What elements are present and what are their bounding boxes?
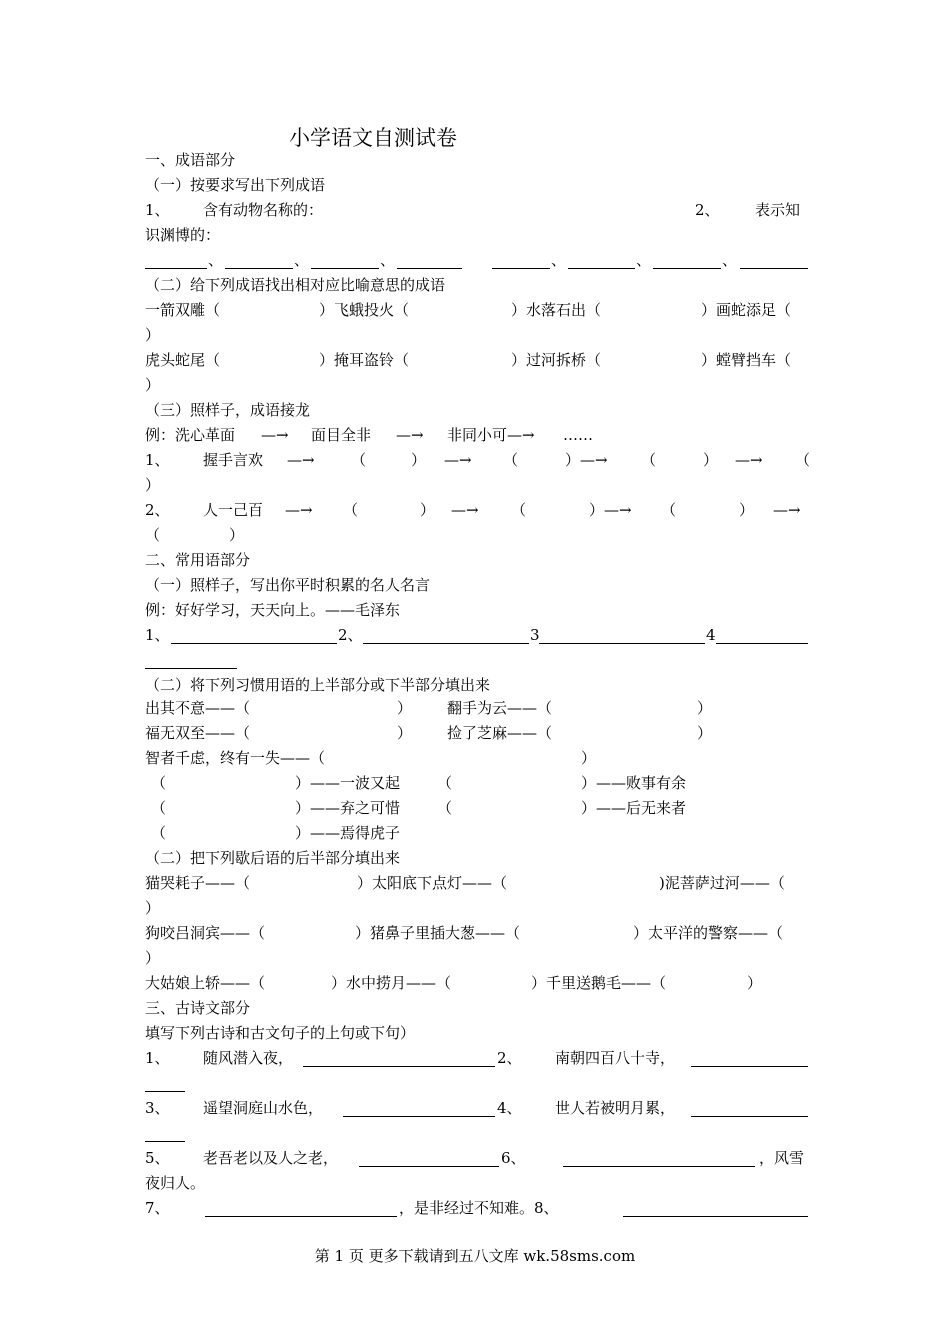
idiom-match-row: 一箭双雕（ ）飞蛾投火（ ）水落石出（ ）画蛇添足（ (145, 301, 792, 319)
subsection-heading: （一）照样子，写出你平时积累的名人名言 (145, 576, 431, 594)
phrase-row: （ ）——弃之可惜 （ ）——后无来者 (151, 799, 687, 817)
subsection-heading: （三）照样子，成语接龙 (145, 401, 311, 419)
answer-blank[interactable] (363, 643, 529, 644)
poem-question-row (145, 1121, 808, 1145)
section-heading-phrases: 二、常用语部分 (145, 551, 251, 569)
question-line: 识渊博的： (145, 226, 221, 244)
subsection-heading: （一）按要求写出下列成语 (145, 176, 326, 194)
section-heading-poetry: 三、古诗文部分 (145, 999, 251, 1017)
poem-question-row: 7、 ，是非经过不知难。8、 (145, 1196, 808, 1220)
xiehouyu-row: ） (145, 899, 161, 917)
phrase-row: 智者千虑，终有一失——（ ） (145, 749, 597, 767)
answer-blank[interactable] (171, 643, 337, 644)
page-title: 小学语文自测试卷 (289, 126, 457, 150)
subsection-heading: （二）将下列习惯用语的上半部分或下半部分填出来 (145, 676, 491, 694)
poem-question-row: 3、 遥望洞庭山水色， 4、 世人若被明月累， (145, 1096, 808, 1120)
answer-blank[interactable] (225, 268, 293, 269)
quote-blanks-line: 1、 2、 3 4 (145, 623, 808, 647)
poem-question-row (145, 1071, 808, 1095)
phrase-row: （ ）——焉得虎子 (151, 824, 401, 842)
idiom-chain-row: ） (145, 476, 161, 494)
answer-blank[interactable] (563, 1166, 755, 1167)
subsection-heading: （二）给下列成语找出相对应比喻意思的成语 (145, 276, 446, 294)
answer-blank[interactable] (145, 668, 237, 669)
example-line: 例：好好学习，天天向上。——毛泽东 (145, 601, 401, 619)
question-line: 1、 含有动物名称的： 2、 表示知 (145, 201, 801, 219)
answer-blank[interactable] (311, 268, 379, 269)
idiom-chain-row: （ ） (145, 526, 245, 544)
page-footer: 第 1 页 更多下载请到五八文库 wk.58sms.com (314, 1247, 636, 1265)
phrase-row: （ ）——一波又起 （ ）——败事有余 (151, 774, 687, 792)
xiehouyu-row: 狗咬吕洞宾——（ ）猪鼻子里插大葱——（ ）太平洋的警察——（ (145, 924, 784, 942)
example-line: 例：洗心革面 —→ 面目全非 —→ 非同小可—→ …… (145, 426, 593, 444)
answer-blank[interactable] (145, 268, 207, 269)
answer-blank[interactable] (568, 268, 635, 269)
instruction-line: 填写下列古诗和古文句子的上句或下句） (145, 1024, 416, 1042)
section-heading-idioms: 一、成语部分 (145, 151, 236, 169)
answer-blank[interactable] (145, 1091, 185, 1092)
poem-question-row: 夜归人。 (145, 1174, 206, 1192)
answer-blank[interactable] (145, 1141, 185, 1142)
phrase-row: 出其不意——（ ） 翻手为云——（ ） (145, 699, 713, 717)
answer-blank[interactable] (653, 268, 721, 269)
answer-blank[interactable] (397, 268, 462, 269)
idiom-chain-row: 1、 握手言欢 —→ （ ） —→ （ ）—→ （ ） —→ （ (145, 451, 811, 469)
answer-blanks-line: 、 、 、 、 、 、 (145, 248, 808, 272)
answer-blank[interactable] (539, 643, 705, 644)
idiom-match-row: ） (145, 376, 161, 394)
answer-blank[interactable] (716, 643, 808, 644)
answer-blank[interactable] (740, 268, 808, 269)
xiehouyu-row: ） (145, 949, 161, 967)
idiom-chain-row: 2、 人一己百 —→ （ ） —→ （ ）—→ （ ） —→ (145, 501, 801, 519)
answer-blank[interactable] (343, 1116, 495, 1117)
poem-question-row: 1、 随风潜入夜， 2、 南朝四百八十寺， (145, 1046, 808, 1070)
answer-blank[interactable] (691, 1116, 808, 1117)
answer-blank[interactable] (623, 1216, 808, 1217)
phrase-row: 福无双至——（ ） 捡了芝麻——（ ） (145, 724, 713, 742)
poem-question-row: 5、 老吾老以及人之老， 6、 ，风雪 (145, 1149, 805, 1167)
xiehouyu-row: 大姑娘上轿——（ ）水中捞月——（ ）千里送鹅毛——（ ） (145, 974, 763, 992)
answer-blank[interactable] (303, 1066, 495, 1067)
quote-blanks-line (145, 648, 808, 672)
idiom-match-row: 虎头蛇尾（ ）掩耳盗铃（ ）过河拆桥（ ）螳臂挡车（ (145, 351, 792, 369)
answer-blank[interactable] (492, 268, 550, 269)
idiom-match-row: ） (145, 326, 161, 344)
xiehouyu-row: 猫哭耗子——（ ）太阳底下点灯——（ )泥菩萨过河——（ (145, 874, 785, 892)
subsection-heading: （二）把下列歇后语的后半部分填出来 (145, 849, 401, 867)
answer-blank[interactable] (359, 1166, 499, 1167)
answer-blank[interactable] (691, 1066, 808, 1067)
answer-blank[interactable] (205, 1216, 397, 1217)
